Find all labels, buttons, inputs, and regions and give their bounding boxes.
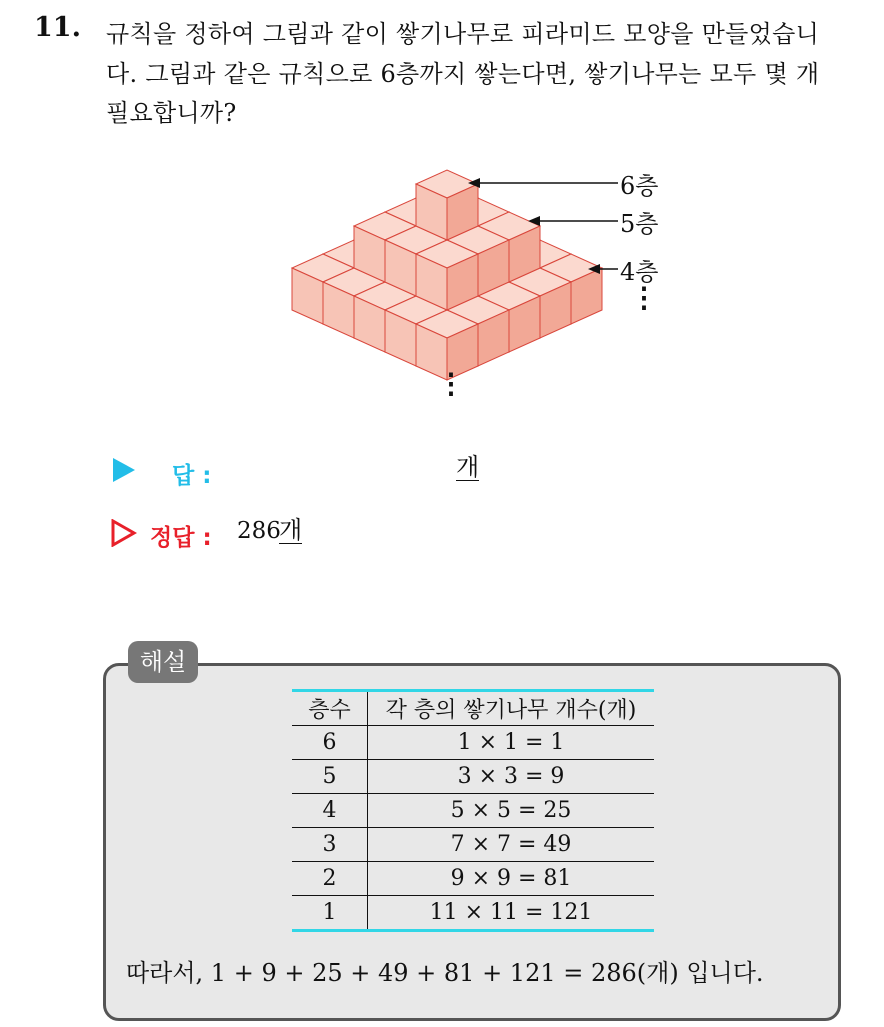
correct-answer-unit: 개 xyxy=(279,516,303,544)
table-cell-count: 11 × 11 = 121 xyxy=(368,896,655,931)
table-cell-floor: 6 xyxy=(292,726,368,760)
table-row xyxy=(292,862,654,896)
outline-triangle-icon xyxy=(111,519,137,547)
question-text-line-1: 규칙을 정하여 그림과 같이 쌓기나무로 피라미드 모양을 만들었습니 xyxy=(106,20,820,48)
table-row xyxy=(292,896,654,931)
question-text-line-2: 다. 그림과 같은 규칙으로 6층까지 쌓는다면, 쌓기나무는 모두 몇 개 xyxy=(106,60,820,88)
table-cell-floor: 1 xyxy=(292,896,368,931)
answer-label: 답 : xyxy=(172,463,212,489)
table-cell-floor: 5 xyxy=(292,760,368,794)
header-count: 각 층의 쌓기나무 개수(개) xyxy=(368,691,655,726)
label-4: 4층 xyxy=(620,258,659,286)
table-cell-floor: 2 xyxy=(292,862,368,896)
label-5: 5층 xyxy=(620,210,659,238)
correct-answer-label: 정답 : xyxy=(150,525,212,551)
table-cell-count: 5 × 5 = 25 xyxy=(368,794,655,828)
question-text-line-3: 필요합니까? xyxy=(106,99,237,127)
question-number: 11. xyxy=(34,12,81,43)
table-cell-count: 9 × 9 = 81 xyxy=(368,862,655,896)
continuation-dots-bottom: ⋮ xyxy=(437,367,465,400)
answer-unit: 개 xyxy=(456,453,480,481)
explanation-table xyxy=(292,689,654,932)
cube-pyramid xyxy=(292,170,602,380)
play-triangle-icon xyxy=(112,457,136,483)
table-row xyxy=(292,760,654,794)
table-cell-floor: 4 xyxy=(292,794,368,828)
table-row xyxy=(292,828,654,862)
table-cell-count: 1 × 1 = 1 xyxy=(368,726,655,760)
table-header-row xyxy=(292,691,654,726)
table-cell-floor: 3 xyxy=(292,828,368,862)
correct-answer-value: 286 xyxy=(237,518,281,544)
table-row xyxy=(292,726,654,760)
label-6: 6층 xyxy=(620,172,659,200)
explanation-conclusion: 따라서, 1 + 9 + 25 + 49 + 81 + 121 = 286(개) 입니다. xyxy=(126,959,764,987)
header-floor: 층수 xyxy=(292,691,368,726)
table-row xyxy=(292,794,654,828)
table-cell-count: 3 × 3 = 9 xyxy=(368,760,655,794)
continuation-dots-right: ⋮ xyxy=(630,281,658,314)
explanation-tag: 해설 xyxy=(128,641,198,683)
table-cell-count: 7 × 7 = 49 xyxy=(368,828,655,862)
